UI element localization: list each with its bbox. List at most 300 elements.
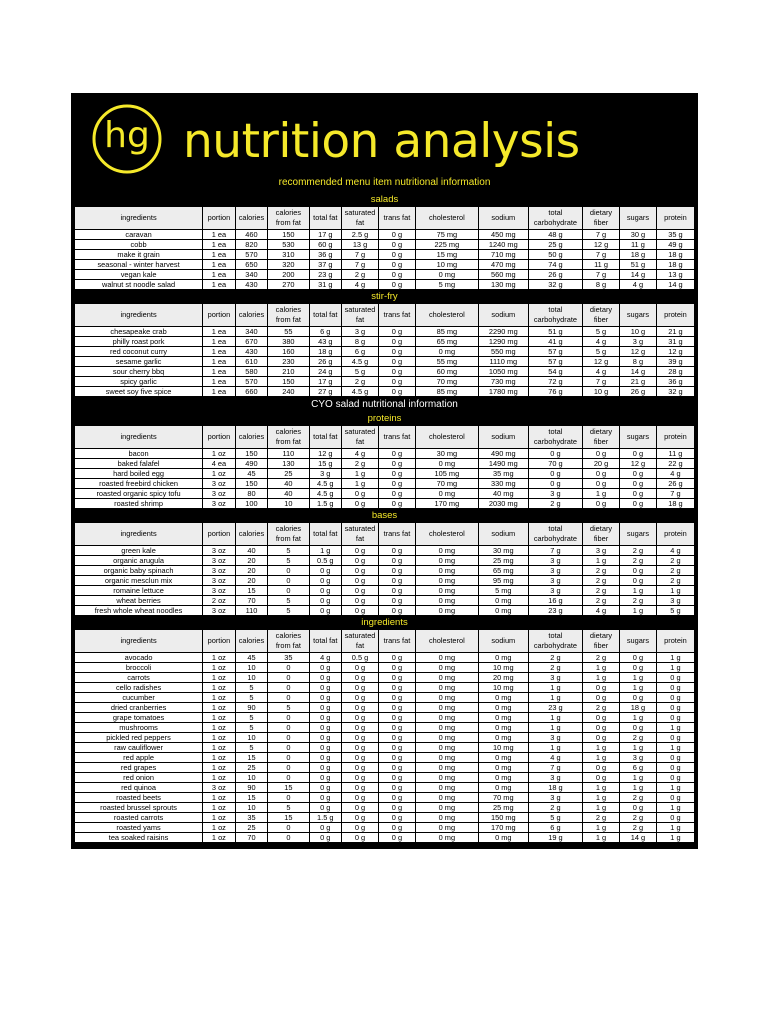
table-cell: 8 g [583,280,620,290]
section-title-salads: salads [370,194,399,205]
table-cell: 48 g [528,230,582,240]
table-cell: 25 g [528,240,582,250]
table-cell: 1 g [528,713,582,723]
table-row [75,596,695,606]
table-cell: 730 mg [478,377,528,387]
ingredient-name: roasted shrimp [75,499,203,509]
table-cell: 0 mg [415,733,478,743]
table-cell: 490 mg [478,449,528,459]
table-cell: 4 g [583,367,620,377]
table-cell: 1 g [619,743,656,753]
table-cell: 3 g [619,337,656,347]
table-cell: 5 g [528,813,582,823]
table-cell: 230 [268,357,309,367]
table-cell: 0 g [378,240,415,250]
table-cell: 2 oz [203,596,236,606]
table-cell: 2 g [583,813,620,823]
table-cell: 0 g [378,280,415,290]
table-cell: 1 g [619,713,656,723]
table-cell: 0 g [342,723,379,733]
table-cell: 0 mg [415,653,478,663]
table-cell: 4 g [309,653,342,663]
table-cell: 100 [235,499,268,509]
table-cell: 0 g [342,833,379,843]
ingredient-name: cello radishes [75,683,203,693]
table-row [75,813,695,823]
table-row [75,693,695,703]
table-cell: 0 g [309,723,342,733]
table-cell: 1 ea [203,337,236,347]
ingredient-name: broccoli [75,663,203,673]
table-cell: 3 oz [203,566,236,576]
table-cell: 1 g [656,586,694,596]
table-cell: 25 [235,823,268,833]
table-cell: 15 [235,586,268,596]
table-cell: 0 g [378,813,415,823]
column-header: saturated fat [342,207,379,230]
table-cell: 2030 mg [478,499,528,509]
table-cell: 72 g [528,377,582,387]
table-cell: 0 g [378,753,415,763]
table-cell: 0 g [378,693,415,703]
table-cell: 0.5 g [342,653,379,663]
column-header: cholesterol [415,426,478,449]
table-cell: 1 g [619,773,656,783]
table-cell: 0 mg [478,606,528,616]
table-row [75,803,695,813]
table-cell: 6 g [342,347,379,357]
table-cell: 0 g [619,576,656,586]
ingredient-name: tea soaked raisins [75,833,203,843]
table-cell: 0 [268,823,309,833]
table-cell: 2 g [583,566,620,576]
table-cell: 1 g [583,743,620,753]
table-cell: 4 g [656,469,694,479]
table-cell: 0 mg [415,703,478,713]
table-cell: 0 g [619,489,656,499]
table-cell: 1 g [309,546,342,556]
table-row [75,377,695,387]
column-header: protein [656,207,694,230]
table-cell: 0 g [309,823,342,833]
column-header: dietary fiber [583,207,620,230]
table-cell: 40 mg [478,489,528,499]
table-cell: 0 mg [478,713,528,723]
ingredient-name: avocado [75,653,203,663]
table-cell: 85 mg [415,387,478,397]
ingredient-name: roasted beets [75,793,203,803]
table-cell: 3 g [656,596,694,606]
table-cell: 0 g [378,673,415,683]
table-cell: 1 g [583,803,620,813]
table-cell: 2290 mg [478,327,528,337]
column-header: calories from fat [268,630,309,653]
table-cell: 20 [235,556,268,566]
table-cell: 1 oz [203,703,236,713]
table-cell: 0 g [378,683,415,693]
cyo-title: CYO salad nutritional information [311,399,458,410]
table-cell: 0 g [656,673,694,683]
table-cell: 1.5 g [309,499,342,509]
table-cell: 1 ea [203,387,236,397]
table-cell: 1 g [583,673,620,683]
table-cell: 580 [235,367,268,377]
table-cell: 12 g [309,449,342,459]
table-cell: 95 mg [478,576,528,586]
ingredient-name: raw cauliflower [75,743,203,753]
table-cell: 0 [268,753,309,763]
column-header: total carbohydrate [528,304,582,327]
table-cell: 4 g [583,606,620,616]
column-header: dietary fiber [583,304,620,327]
table-cell: 460 [235,230,268,240]
table-cell: 70 mg [478,793,528,803]
table-cell: 26 g [309,357,342,367]
table-cell: 570 [235,377,268,387]
table-cell: 1 g [528,723,582,733]
table-cell: 0 g [619,566,656,576]
table-cell: 0 [268,773,309,783]
column-header: protein [656,630,694,653]
table-cell: 170 mg [478,823,528,833]
table-cell: 2 g [656,556,694,566]
table-header-row [75,523,695,546]
nutrition-sheet [71,93,698,849]
column-header: calories from fat [268,523,309,546]
table-row [75,576,695,586]
table-cell: 0 g [378,387,415,397]
ingredient-name: seasonal - winter harvest [75,260,203,270]
table-cell: 1 oz [203,449,236,459]
column-header: portion [203,304,236,327]
ingredient-name: hard boiled egg [75,469,203,479]
table-cell: 25 [235,763,268,773]
table-cell: 55 mg [415,357,478,367]
table-cell: 35 [235,813,268,823]
table-row [75,653,695,663]
table-cell: 0 g [619,479,656,489]
table-row [75,733,695,743]
table-cell: 0 g [342,813,379,823]
table-cell: 26 g [656,479,694,489]
section-title-proteins: proteins [367,413,402,424]
table-cell: 80 [235,489,268,499]
table-cell: 0 [268,566,309,576]
ingredient-name: roasted organic spicy tofu [75,489,203,499]
table-cell: 1110 mg [478,357,528,367]
table-cell: 0 mg [478,723,528,733]
table-cell: 30 mg [478,546,528,556]
table-cell: 0 g [656,753,694,763]
table-cell: 2 g [619,596,656,606]
table-cell: 0 [268,763,309,773]
table-cell: 340 [235,270,268,280]
table-cell: 490 [235,459,268,469]
table-cell: 0 mg [415,566,478,576]
table-cell: 7 g [583,230,620,240]
table-cell: 60 g [309,240,342,250]
table-cell: 3 g [528,773,582,783]
table-cell: 0 mg [478,596,528,606]
table-cell: 0 mg [478,733,528,743]
table-row [75,743,695,753]
table-cell: 2 g [583,586,620,596]
table-cell: 0 g [528,469,582,479]
column-header: calories from fat [268,426,309,449]
table-cell: 12 g [619,347,656,357]
table-cell: 45 [235,653,268,663]
table-cell: 0 mg [415,803,478,813]
column-header: protein [656,523,694,546]
table-cell: 27 g [309,387,342,397]
table-cell: 1490 mg [478,459,528,469]
table-cell: 0 mg [478,783,528,793]
table-cell: 5 g [583,327,620,337]
table-cell: 0 [268,586,309,596]
table-cell: 7 g [583,270,620,280]
table-cell: 4.5 g [309,489,342,499]
table-cell: 0 g [378,556,415,566]
table-row [75,773,695,783]
table-cell: 560 mg [478,270,528,280]
table-cell: 5 [268,546,309,556]
table-cell: 0 g [378,713,415,723]
column-header: total fat [309,207,342,230]
table-cell: 1 g [656,653,694,663]
table-cell: 0 mg [415,546,478,556]
table-cell: 150 [268,230,309,240]
column-header: sodium [478,207,528,230]
table-cell: 110 [268,449,309,459]
table-cell: 10 g [619,327,656,337]
column-header: portion [203,523,236,546]
table-cell: 0 mg [415,693,478,703]
table-cell: 0 g [309,753,342,763]
table-row [75,230,695,240]
table-cell: 10 [235,673,268,683]
page-title: nutrition analysis [183,114,580,169]
ingredient-name: red coconut curry [75,347,203,357]
table-cell: 0 g [619,693,656,703]
table-cell: 0 [268,793,309,803]
table-cell: 1 g [528,683,582,693]
column-header: protein [656,304,694,327]
table-cell: 0 g [342,783,379,793]
table-cell: 32 g [656,387,694,397]
column-header: total carbohydrate [528,207,582,230]
table-cell: 65 mg [478,566,528,576]
table-cell: 49 g [656,240,694,250]
table-cell: 7 g [656,489,694,499]
table-cell: 210 [268,367,309,377]
ingredient-name: spicy garlic [75,377,203,387]
table-cell: 0 g [583,713,620,723]
table-cell: 0 g [342,606,379,616]
ingredient-name: cucumber [75,693,203,703]
table-cell: 25 [268,469,309,479]
table-cell: 0 g [528,449,582,459]
table-row [75,250,695,260]
table-cell: 5 [268,606,309,616]
table-cell: 20 mg [478,673,528,683]
table-cell: 570 [235,250,268,260]
table-cell: 51 g [528,327,582,337]
table-cell: 1050 mg [478,367,528,377]
table-cell: 57 g [528,357,582,367]
nutrition-table [74,522,695,616]
table-cell: 25 mg [478,803,528,813]
table-cell: 0 mg [478,753,528,763]
table-cell: 320 [268,260,309,270]
table-cell: 0 mg [415,713,478,723]
table-cell: 18 g [656,499,694,509]
ingredient-name: organic mesclun mix [75,576,203,586]
table-cell: 55 [268,327,309,337]
table-cell: 1.5 g [309,813,342,823]
table-cell: 5 [235,713,268,723]
table-cell: 2 g [619,556,656,566]
table-cell: 0 mg [415,586,478,596]
table-cell: 0 g [342,663,379,673]
table-cell: 0 g [378,793,415,803]
table-cell: 12 g [619,459,656,469]
table-cell: 65 mg [415,337,478,347]
table-cell: 3 g [528,576,582,586]
table-cell: 10 g [583,387,620,397]
table-cell: 0 g [378,576,415,586]
table-cell: 0.5 g [309,556,342,566]
table-cell: 57 g [528,347,582,357]
table-cell: 0 mg [415,673,478,683]
table-cell: 1290 mg [478,337,528,347]
table-cell: 2 g [619,813,656,823]
table-cell: 1 g [656,783,694,793]
table-cell: 13 g [342,240,379,250]
table-cell: 0 mg [415,793,478,803]
table-cell: 0 [268,673,309,683]
nutrition-table [74,206,695,290]
table-cell: 0 g [378,703,415,713]
table-cell: 0 g [583,723,620,733]
table-cell: 1 ea [203,367,236,377]
table-cell: 70 [235,596,268,606]
table-cell: 0 g [378,783,415,793]
table-cell: 75 mg [415,230,478,240]
table-cell: 2 g [528,803,582,813]
table-cell: 35 g [656,230,694,240]
table-cell: 39 g [656,357,694,367]
column-header: sugars [619,426,656,449]
table-cell: 0 g [342,556,379,566]
nutrition-table [74,629,695,843]
table-header-row [75,207,695,230]
table-cell: 26 g [619,387,656,397]
table-cell: 0 g [583,683,620,693]
table-cell: 1 g [619,606,656,616]
table-cell: 380 [268,337,309,347]
table-cell: 21 g [656,327,694,337]
table-cell: 2 g [619,823,656,833]
table-cell: 820 [235,240,268,250]
table-cell: 0 g [378,723,415,733]
table-cell: 1 g [656,743,694,753]
table-cell: 1 g [656,803,694,813]
table-cell: 20 [235,576,268,586]
table-cell: 0 g [583,449,620,459]
table-cell: 51 g [619,260,656,270]
table-cell: 3 g [528,673,582,683]
table-cell: 430 [235,347,268,357]
table-cell: 0 mg [415,347,478,357]
table-cell: 3 g [528,489,582,499]
ingredient-name: grape tomatoes [75,713,203,723]
table-cell: 430 [235,280,268,290]
table-row [75,367,695,377]
table-cell: 0 g [656,793,694,803]
table-cell: 1 g [619,683,656,693]
table-cell: 1 oz [203,813,236,823]
table-row [75,337,695,347]
table-cell: 2 g [342,459,379,469]
table-cell: 10 [235,803,268,813]
table-row [75,763,695,773]
table-cell: 0 g [656,703,694,713]
table-header-row [75,630,695,653]
table-cell: 1 g [583,489,620,499]
column-header: ingredients [75,426,203,449]
table-cell: 110 [235,606,268,616]
table-cell: 1 g [528,743,582,753]
table-cell: 11 g [583,260,620,270]
table-cell: 1 g [583,823,620,833]
table-cell: 2 g [583,596,620,606]
table-cell: 1 ea [203,347,236,357]
table-cell: 23 g [528,703,582,713]
column-header: calories [235,426,268,449]
table-cell: 24 g [309,367,342,377]
table-cell: 15 [268,813,309,823]
table-cell: 0 g [309,833,342,843]
table-cell: 1 oz [203,803,236,813]
table-cell: 2 g [656,566,694,576]
table-cell: 1 g [656,663,694,673]
table-cell: 11 g [619,240,656,250]
table-cell: 0 g [378,546,415,556]
section-title-stir-fry: stir-fry [371,291,398,302]
table-cell: 0 g [342,733,379,743]
table-cell: 0 mg [478,773,528,783]
table-cell: 0 mg [415,556,478,566]
table-cell: 30 mg [415,449,478,459]
table-cell: 3 g [528,733,582,743]
table-cell: 2 g [619,733,656,743]
table-cell: 1240 mg [478,240,528,250]
page-subtitle: recommended menu item nutritional information [278,177,491,188]
column-header: calories [235,523,268,546]
ingredient-name: green kale [75,546,203,556]
table-cell: 0 g [378,566,415,576]
table-cell: 0 g [342,803,379,813]
table-cell: 10 mg [478,683,528,693]
table-cell: 0 mg [415,813,478,823]
ingredient-name: dried cranberries [75,703,203,713]
table-cell: 4 g [583,337,620,347]
table-cell: 0 g [342,489,379,499]
table-row [75,566,695,576]
table-cell: 2 g [583,703,620,713]
table-cell: 0 g [378,763,415,773]
table-cell: 15 g [309,459,342,469]
